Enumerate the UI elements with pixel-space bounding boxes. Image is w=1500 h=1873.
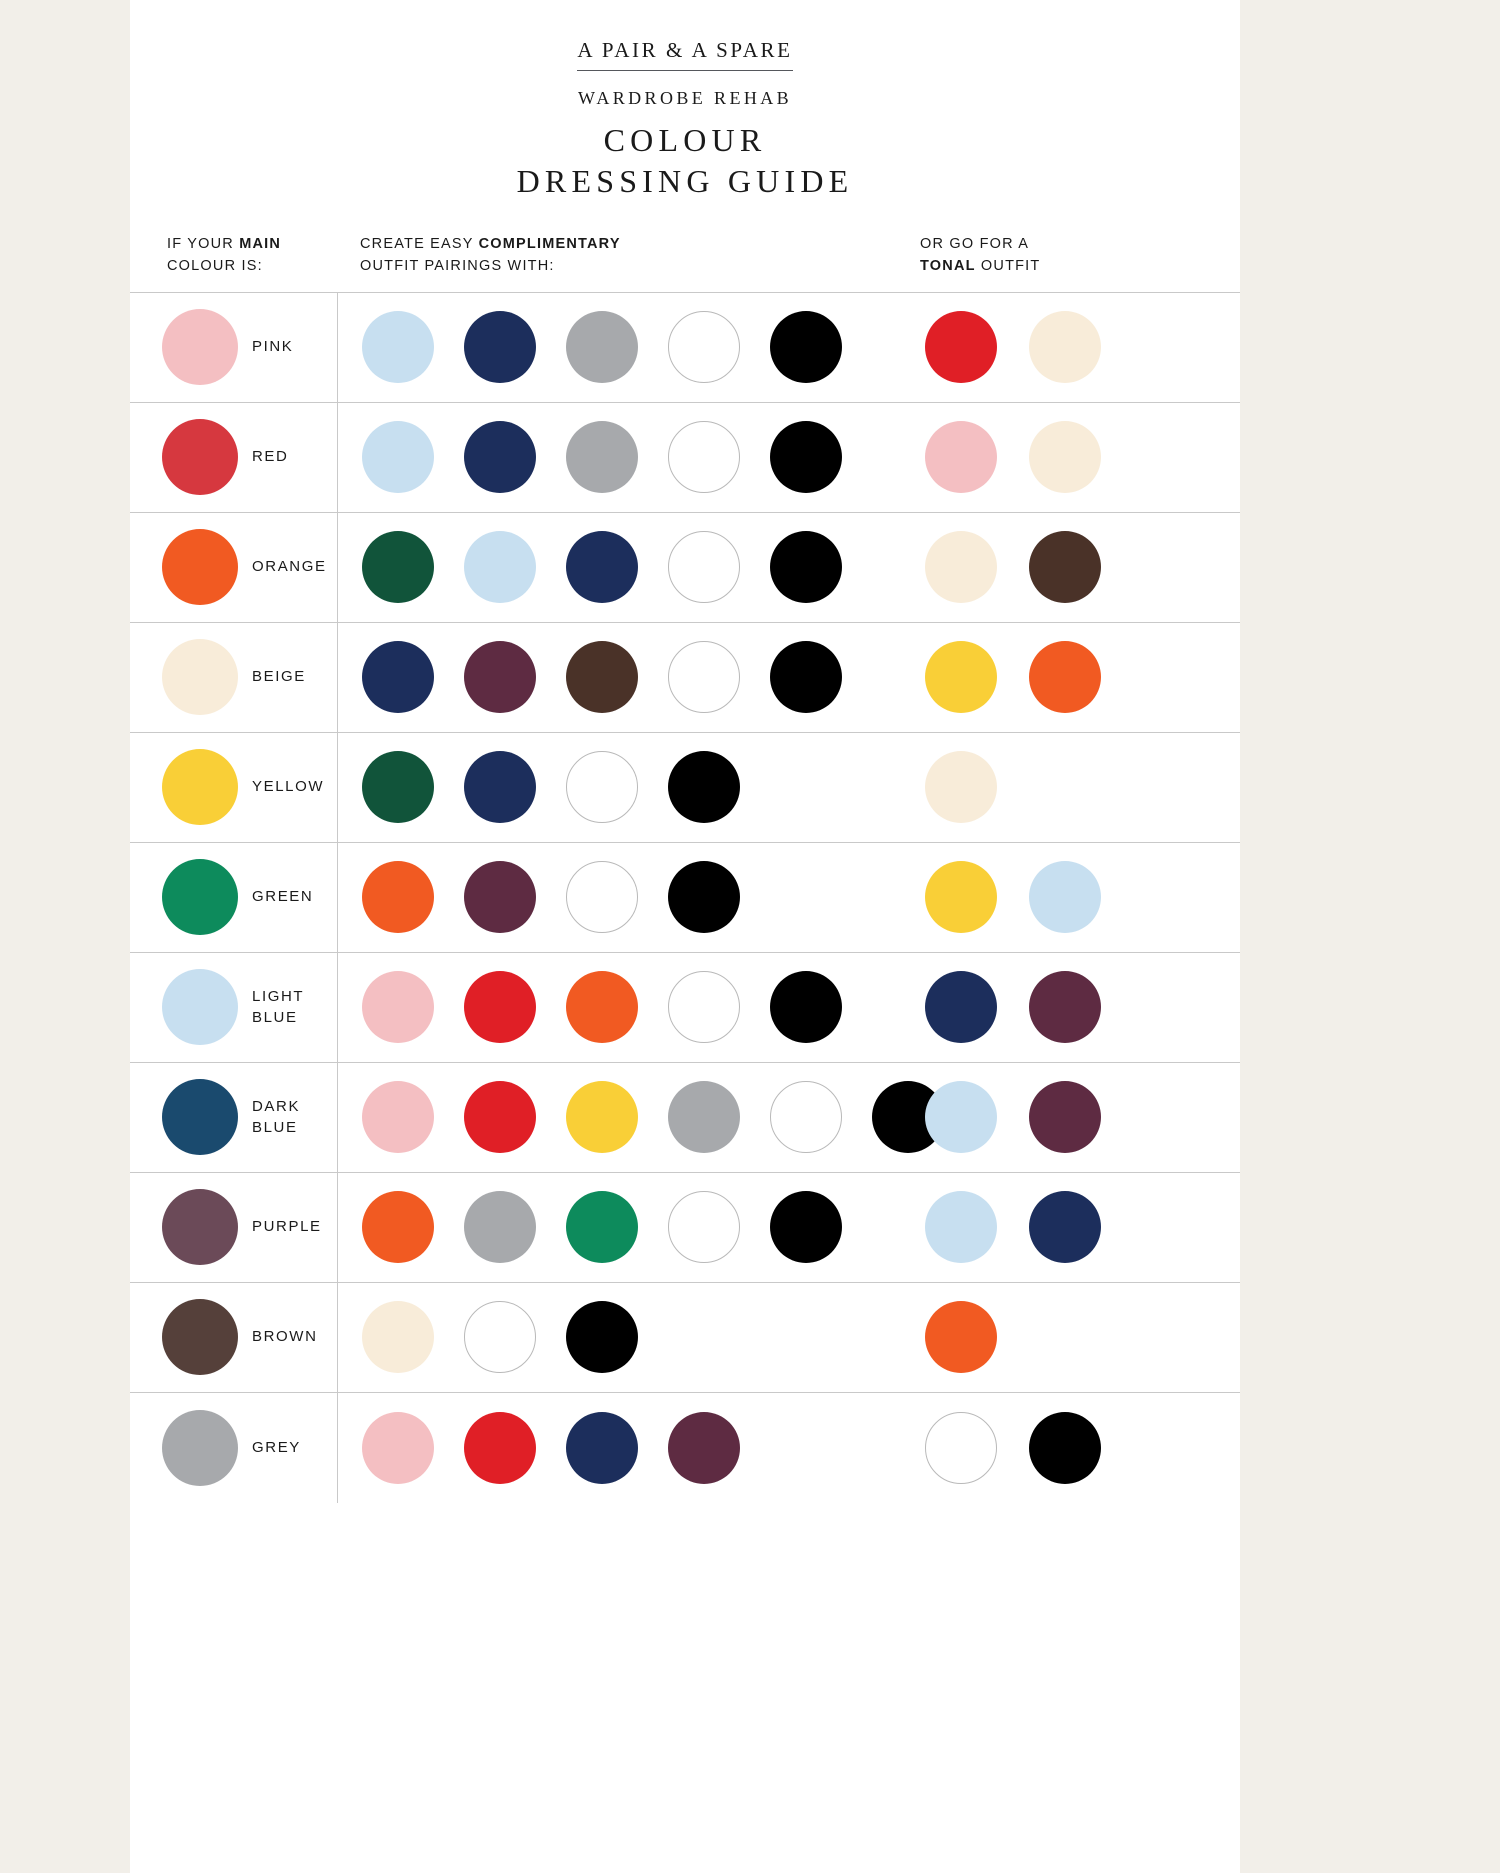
tonal-swatch-red bbox=[925, 311, 997, 383]
main-colour-swatch bbox=[162, 419, 238, 495]
column-header-comp-bold: COMPLIMENTARY bbox=[478, 235, 621, 252]
tonal-swatch-light-blue bbox=[1029, 861, 1101, 933]
complimentary-swatch-white bbox=[770, 1081, 842, 1153]
column-header-main-text2: COLOUR IS: bbox=[167, 258, 263, 275]
complimentary-swatch-grey bbox=[668, 1081, 740, 1153]
complimentary-swatch-white bbox=[668, 971, 740, 1043]
complimentary-swatch-white bbox=[668, 311, 740, 383]
row-divider bbox=[337, 733, 338, 842]
colour-row bbox=[130, 1283, 1240, 1393]
colour-row bbox=[130, 293, 1240, 403]
complimentary-swatch-orange bbox=[362, 861, 434, 933]
colour-row bbox=[130, 1063, 1240, 1173]
main-colour-label: DARK BLUE bbox=[252, 1098, 301, 1136]
complimentary-swatch-dark-green bbox=[362, 531, 434, 603]
tonal-swatch-navy bbox=[925, 971, 997, 1043]
complimentary-swatch-white bbox=[464, 1301, 536, 1373]
complimentary-swatch-navy bbox=[362, 641, 434, 713]
complimentary-swatch-dark-brown bbox=[566, 641, 638, 713]
complimentary-swatch-black bbox=[770, 641, 842, 713]
complimentary-swatch-pink bbox=[362, 1081, 434, 1153]
complimentary-swatch-black bbox=[770, 1191, 842, 1263]
colour-rows bbox=[130, 293, 1240, 1503]
complimentary-swatch-red bbox=[464, 971, 536, 1043]
row-divider bbox=[337, 1063, 338, 1172]
complimentary-swatch-red bbox=[464, 1081, 536, 1153]
column-header-tonal-bold: TONAL bbox=[920, 258, 976, 275]
complimentary-swatch-navy bbox=[566, 531, 638, 603]
colour-row bbox=[130, 843, 1240, 953]
tonal-swatch-light-blue bbox=[925, 1191, 997, 1263]
row-divider bbox=[337, 623, 338, 732]
main-colour-label: BEIGE bbox=[252, 668, 306, 686]
column-header-complimentary bbox=[360, 233, 621, 278]
series-subtitle: WARDROBE REHAB bbox=[577, 88, 793, 108]
page-title-line2: DRESSING GUIDE bbox=[516, 162, 854, 199]
complimentary-swatch-navy bbox=[464, 311, 536, 383]
main-colour-swatch bbox=[162, 1079, 238, 1155]
column-header-main-text: IF YOUR bbox=[167, 235, 240, 252]
colour-row bbox=[130, 733, 1240, 843]
main-colour-label: PINK bbox=[252, 338, 294, 356]
main-colour-label: GREEN bbox=[252, 888, 314, 906]
complimentary-swatch-white bbox=[566, 861, 638, 933]
complimentary-swatch-white bbox=[668, 641, 740, 713]
tonal-swatch-cream bbox=[925, 531, 997, 603]
tonal-swatch-black bbox=[1029, 1412, 1101, 1484]
colour-row bbox=[130, 403, 1240, 513]
column-headers bbox=[130, 230, 1240, 293]
complimentary-swatch-black bbox=[668, 861, 740, 933]
row-divider bbox=[337, 1393, 338, 1503]
complimentary-swatch-yellow bbox=[566, 1081, 638, 1153]
complimentary-swatch-grey bbox=[566, 421, 638, 493]
tonal-swatch-light-blue bbox=[925, 1081, 997, 1153]
tonal-swatch-pink bbox=[925, 421, 997, 493]
colour-row bbox=[130, 513, 1240, 623]
tonal-swatch-navy bbox=[1029, 1191, 1101, 1263]
column-header-tonal bbox=[920, 233, 1040, 278]
complimentary-swatch-grey bbox=[464, 1191, 536, 1263]
complimentary-swatch-navy bbox=[464, 751, 536, 823]
main-colour-label: BROWN bbox=[252, 1328, 318, 1346]
row-divider bbox=[337, 513, 338, 622]
complimentary-swatch-black bbox=[770, 971, 842, 1043]
complimentary-swatch-dark-green bbox=[362, 751, 434, 823]
page-title-line1: COLOUR bbox=[603, 122, 767, 158]
main-colour-label: ORANGE bbox=[252, 558, 327, 576]
complimentary-swatch-light-blue bbox=[362, 311, 434, 383]
complimentary-swatch-red bbox=[464, 1412, 536, 1484]
tonal-swatch-dark-brown bbox=[1029, 531, 1101, 603]
complimentary-swatch-white bbox=[668, 1191, 740, 1263]
colour-row bbox=[130, 1173, 1240, 1283]
row-divider bbox=[337, 1173, 338, 1282]
row-divider bbox=[337, 403, 338, 512]
complimentary-swatch-light-blue bbox=[362, 421, 434, 493]
main-colour-swatch bbox=[162, 1299, 238, 1375]
tonal-swatch-cream bbox=[1029, 421, 1101, 493]
complimentary-swatch-black bbox=[770, 311, 842, 383]
column-header-main bbox=[167, 233, 281, 278]
row-divider bbox=[337, 293, 338, 402]
main-colour-swatch bbox=[162, 1189, 238, 1265]
complimentary-swatch-black bbox=[566, 1301, 638, 1373]
complimentary-swatch-orange bbox=[566, 971, 638, 1043]
main-colour-label: LIGHT BLUE bbox=[252, 988, 305, 1026]
column-header-tonal-text: OR GO FOR A bbox=[920, 235, 1030, 252]
main-colour-label: PURPLE bbox=[252, 1218, 322, 1236]
main-colour-swatch bbox=[162, 639, 238, 715]
complimentary-swatch-plum bbox=[668, 1412, 740, 1484]
column-header-tonal-text2: OUTFIT bbox=[975, 258, 1041, 275]
main-colour-swatch bbox=[162, 969, 238, 1045]
tonal-swatch-plum bbox=[1029, 1081, 1101, 1153]
row-divider bbox=[337, 953, 338, 1062]
colour-row bbox=[130, 623, 1240, 733]
main-colour-swatch bbox=[162, 529, 238, 605]
tonal-swatch-yellow bbox=[925, 861, 997, 933]
row-divider bbox=[337, 1283, 338, 1392]
colour-row bbox=[130, 1393, 1240, 1503]
complimentary-swatch-pink bbox=[362, 971, 434, 1043]
complimentary-swatch-plum bbox=[464, 641, 536, 713]
brand-name: A PAIR & A SPARE bbox=[577, 38, 792, 71]
column-header-comp-text2: OUTFIT PAIRINGS WITH: bbox=[360, 258, 555, 275]
complimentary-swatch-pink bbox=[362, 1412, 434, 1484]
tonal-swatch-orange bbox=[925, 1301, 997, 1373]
main-colour-swatch bbox=[162, 749, 238, 825]
tonal-swatch-white bbox=[925, 1412, 997, 1484]
complimentary-swatch-white bbox=[668, 531, 740, 603]
complimentary-swatch-navy bbox=[464, 421, 536, 493]
main-colour-label: RED bbox=[252, 448, 289, 466]
page-title bbox=[130, 120, 1240, 202]
main-colour-label: GREY bbox=[252, 1438, 301, 1456]
tonal-swatch-yellow bbox=[925, 641, 997, 713]
main-colour-swatch bbox=[162, 859, 238, 935]
complimentary-swatch-black bbox=[770, 421, 842, 493]
complimentary-swatch-plum bbox=[464, 861, 536, 933]
poster-header bbox=[130, 0, 1240, 202]
complimentary-swatch-orange bbox=[362, 1191, 434, 1263]
main-colour-label: YELLOW bbox=[252, 778, 325, 796]
complimentary-swatch-navy bbox=[566, 1412, 638, 1484]
tonal-swatch-orange bbox=[1029, 641, 1101, 713]
tonal-swatch-cream bbox=[1029, 311, 1101, 383]
complimentary-swatch-white bbox=[668, 421, 740, 493]
complimentary-swatch-green bbox=[566, 1191, 638, 1263]
complimentary-swatch-black bbox=[668, 751, 740, 823]
tonal-swatch-cream bbox=[925, 751, 997, 823]
row-divider bbox=[337, 843, 338, 952]
tonal-swatch-plum bbox=[1029, 971, 1101, 1043]
column-header-comp-text: CREATE EASY bbox=[360, 235, 479, 252]
complimentary-swatch-black bbox=[770, 531, 842, 603]
complimentary-swatch-white bbox=[566, 751, 638, 823]
column-header-main-bold: MAIN bbox=[239, 235, 282, 252]
poster bbox=[130, 0, 1240, 1873]
main-colour-swatch bbox=[162, 1410, 238, 1486]
footer-spacer bbox=[130, 1503, 1240, 1573]
complimentary-swatch-cream bbox=[362, 1301, 434, 1373]
complimentary-swatch-grey bbox=[566, 311, 638, 383]
complimentary-swatch-light-blue bbox=[464, 531, 536, 603]
main-colour-swatch bbox=[162, 309, 238, 385]
colour-row bbox=[130, 953, 1240, 1063]
